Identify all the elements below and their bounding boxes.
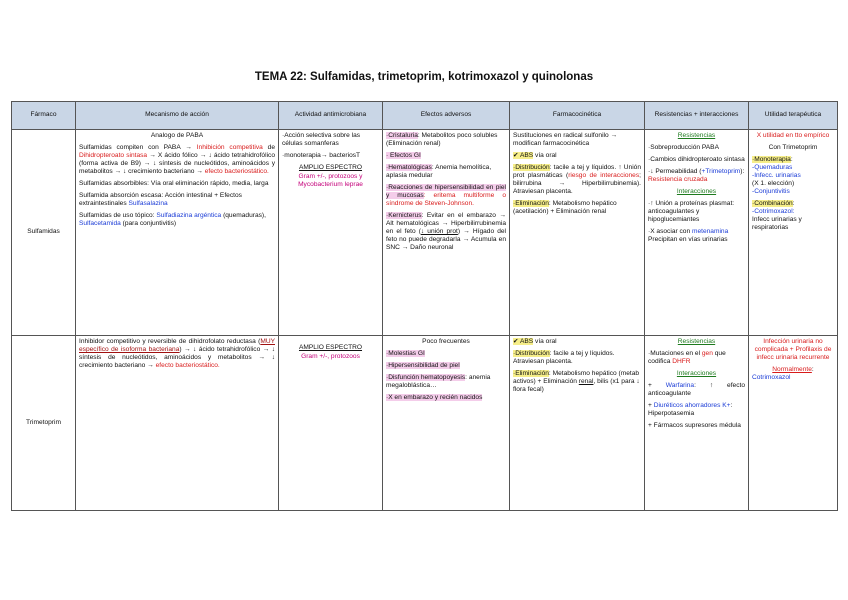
- ef-p2: · Efectos GI: [386, 152, 421, 160]
- header-actividad: Actividad antimicrobiana: [279, 102, 383, 130]
- header-row: [12, 102, 838, 130]
- tri-fc-p3: ·Eliminación: Metabolismo hepático (metab activos) + Eliminación renal, bilis (x1 para ↓ flora fecal): [513, 370, 640, 394]
- ut-p9: -Cotrimoxazol:: [752, 208, 795, 216]
- tri-ef-heading: Poco frecuentes: [422, 338, 470, 345]
- act-p4: Gram +/-, protozoos y Mycobacterium leprae: [298, 173, 363, 189]
- ut-p4: -Quemaduras: [752, 164, 793, 172]
- cell-farmaco-sulfamidas: Sulfamidas: [12, 130, 76, 336]
- drug-table: [11, 101, 838, 511]
- tri-res-p3: + Diuréticos ahorradores K+: Hiperpotasemia: [648, 402, 733, 418]
- header-farmacocinetica: Farmacocinética: [510, 102, 645, 130]
- cell-efectos-trimetoprim: [383, 336, 510, 511]
- cell-utilidad-sulfamidas: [749, 130, 838, 336]
- ef-p3: ·Hematológicas: Anemia hemolítica, aplasia medular: [386, 164, 492, 180]
- tri-ef-p2: ·Hipersensibilidad de piel: [386, 362, 460, 370]
- tri-ef-p3: ·Disfunción hematopoyesis: anemia megaloblástica…: [386, 374, 491, 390]
- header-efectos: Efectos adversos: [383, 102, 510, 130]
- tri-res-heading-resistencias: Resistencias: [677, 338, 716, 345]
- tri-fc-p1: ✔ ABS vía oral: [513, 338, 557, 345]
- cell-farmacocinetica-trimetoprim: [510, 336, 645, 511]
- row-trimetoprim: [12, 336, 838, 511]
- cell-farmacocinetica-sulfamidas: [510, 130, 645, 336]
- mec-paragraph-2: Sulfamidas absorbibles: Vía oral eliminación rápido, media, larga: [79, 180, 269, 188]
- tri-res-p1: ·Mutaciones en el gen que codifica DHFR: [648, 350, 726, 366]
- res-p5: ·X asociar con metenamina Precipitan en vías urinarias: [648, 228, 729, 244]
- ut-p10: Infecc urinarias y respiratorias: [752, 216, 802, 232]
- tri-act-p1: AMPLIO ESPECTRO: [298, 344, 363, 351]
- ut-p8: ·Combinación:: [752, 200, 795, 208]
- ut-p3: ·Monoterapia:: [752, 156, 793, 164]
- mec-paragraph-4: Sulfamidas de uso tópico: Sulfadiazina argéntica (quemaduras), Sulfacetamida (para conjuntivitis): [79, 212, 266, 228]
- header-resistencias: Resistencias + interacciones: [645, 102, 749, 130]
- act-p2: ·monoterapia→ bacteriosT: [282, 152, 361, 160]
- ef-p1: ·Cristaluria: Metabolitos poco solubles (Eliminación renal): [386, 132, 498, 148]
- res-heading-resistencias: Resistencias: [677, 132, 716, 139]
- ut-p1: X utilidad en tto empírico: [756, 132, 830, 139]
- row-sulfamidas: [12, 130, 838, 336]
- tri-act-p2: Gram +/-, protozoos: [301, 353, 360, 361]
- mec-paragraph-3: Sulfamida absorción escasa: Acción intestinal + Efectos extraintestinales Sulfasalazina: [79, 192, 242, 208]
- tri-res-p4: + Fármacos supresores médula: [648, 422, 741, 430]
- cell-actividad-sulfamidas: [279, 130, 383, 336]
- tri-res-p2: + Warfarina: ↑ efecto anticoagulante: [648, 382, 745, 398]
- tri-ef-p4: ·X en embarazo y recién nacidos: [386, 394, 483, 402]
- res-p4: ·↑ Unión a proteínas plasmat: anticoagulantes y hipoglucemiantes: [648, 200, 735, 224]
- tri-res-heading-interacciones: Interacciones: [676, 370, 717, 378]
- ut-p2: Con Trimetoprim: [768, 144, 818, 152]
- fc-p4: ·Eliminación: Metabolismo hepático (acetilación) + Eliminación renal: [513, 200, 617, 216]
- tri-ut-p1: Infección urinaria no complicada + Profilaxis de infecc urinaria recurrente: [754, 338, 832, 362]
- cell-mecanismo-trimetoprim: [76, 336, 279, 511]
- res-p3: ·↓ Permeabilidad (+Trimetoprim): Resistencia cruzada: [648, 168, 745, 184]
- res-p1: ·Sobreproducción PABA: [648, 144, 719, 152]
- tri-fc-p2: ·Distribución: facile a tej y líquidos. Atraviesan placenta.: [513, 350, 615, 366]
- ut-p5: -Infecc. urinarias: [752, 172, 801, 180]
- cell-farmaco-trimetoprim: Trimetoprim: [12, 336, 76, 511]
- tri-ef-p1: ·Molestias GI: [386, 350, 425, 358]
- cell-actividad-trimetoprim: [279, 336, 383, 511]
- fc-p1: Sustituciones en radical sulfonilo → modifican farmacocinética: [513, 132, 618, 148]
- tri-ut-p3: Cotrimoxazol: [752, 374, 791, 382]
- header-utilidad: Utilidad terapéutica: [749, 102, 838, 130]
- ef-p4: ·Reacciones de hipersensibilidad en piel y mucosas: eritema multiforme o síndrome de Steven-Johnson.: [386, 184, 507, 208]
- ut-p7: -Conjuntivitis: [752, 188, 790, 196]
- cell-resistencias-sulfamidas: [645, 130, 749, 336]
- fc-p3: ·Distribución: tacile a tej y líquidos. ↑ Unión prot plasmáticas (riesgo de interacciones; bilirrubina → Hiperbilirrubinemia). Atraviesan placenta.: [513, 164, 641, 196]
- header-farmaco: Fármaco: [12, 102, 76, 130]
- tri-ut-p2: Normalmente:: [772, 366, 814, 374]
- header-mecanismo: Mecanismo de acción: [76, 102, 279, 130]
- ut-p6: (X 1. elección): [752, 180, 795, 188]
- act-p3: AMPLIO ESPECTRO: [298, 164, 363, 172]
- page-title: TEMA 22: Sulfamidas, trimetoprim, kotrimoxazol y quinolonas: [254, 71, 594, 83]
- ef-p5: ·Kernicterus: Evitar en el embarazo → Alt hematológicas → Hiperbilirrubinemia en el feto (↓ unión prot) → Hígado del feto no puede degradarla → Acumula en SNC → Daño neuronal: [386, 212, 506, 252]
- res-heading-interacciones: Interacciones: [676, 188, 717, 196]
- cell-resistencias-trimetoprim: [645, 336, 749, 511]
- cell-utilidad-trimetoprim: [749, 336, 838, 511]
- cell-efectos-sulfamidas: [383, 130, 510, 336]
- fc-p2: ✔ ABS vía oral: [513, 152, 557, 160]
- tri-mec: Inhibidor competitivo y reversible de dihidrofolato reductasa (MUY específico de isoforma bacteriana) → ↓ ácido tetrahidrofólico → ↓ síntesis de nucleótidos, aminoácidos y metabolitos → ↓ crecimiento bacteriano → efecto bacteriostático.: [79, 338, 275, 370]
- mec-title: Analogo de PABA: [150, 132, 204, 139]
- mec-paragraph-1: Sulfamidas compiten con PABA → Inhibición competitiva de Dihidropteroato sintasa → X ácido fólico → ↓ ácido tetrahidrofólico (forma activa de B9) → ↓ síntesis de nucleótidos, aminoácidos y metabolitos → ↓ crecimiento bacteriano → efecto bacteriostático.: [79, 144, 276, 176]
- act-p1: ·Acción selectiva sobre las células somanferas: [282, 132, 361, 148]
- cell-mecanismo-sulfamidas: [76, 130, 279, 336]
- res-p2: ·Cambios dihidropteroato sintasa: [648, 156, 745, 164]
